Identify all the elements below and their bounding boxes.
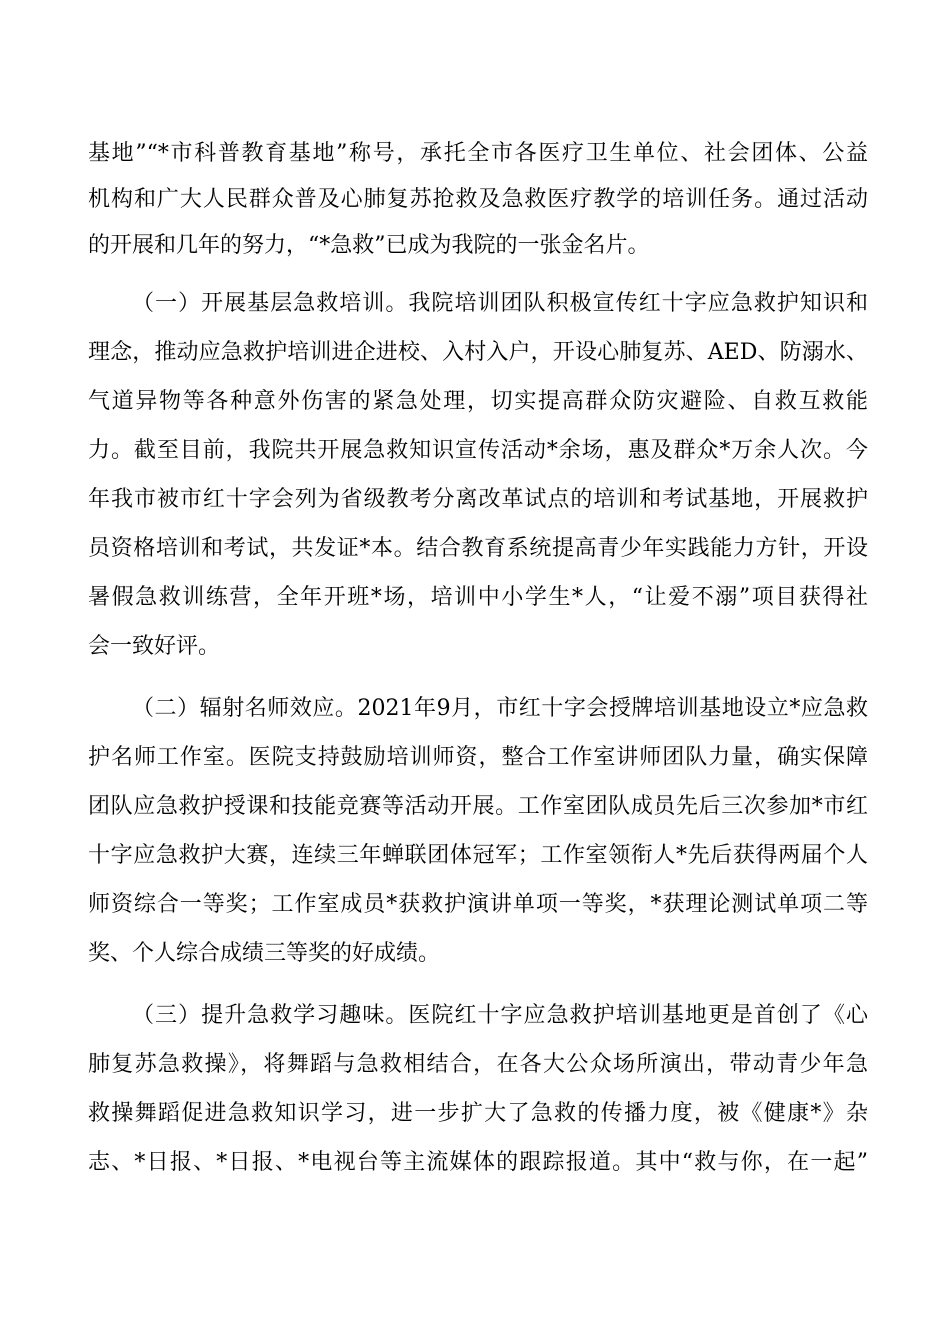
paragraph-line: （三）提升急救学习趣味。医院红十字应急救护培训基地更是首创了《心: [132, 1003, 868, 1028]
paragraph-line: 团队应急救护授课和技能竞赛等活动开展。工作室团队成员先后三次参加*市红: [88, 794, 868, 819]
paragraph-line: 暑假急救训练营，全年开班*场，培训中小学生*人，“让爱不溺”项目获得社: [88, 585, 868, 610]
paragraph-line: （一）开展基层急救培训。我院培训团队积极宣传红十字应急救护知识和: [132, 291, 868, 316]
paragraph-line: 理念，推动应急救护培训进企进校、入村入户，开设心肺复苏、AED、防溺水、: [88, 340, 868, 365]
paragraph-line: 年我市被市红十字会列为省级教考分离改革试点的培训和考试基地，开展救护: [88, 487, 868, 512]
paragraph-line: 护名师工作室。医院支持鼓励培训师资，整合工作室讲师团队力量，确实保障: [88, 745, 868, 770]
paragraph-line: 肺复苏急救操》，将舞蹈与急救相结合，在各大公众场所演出，带动青少年急: [88, 1052, 868, 1077]
paragraph-line: 奖、个人综合成绩三等奖的好成绩。: [88, 941, 441, 966]
paragraph-line: 会一致好评。: [88, 634, 221, 659]
paragraph-line: 机构和广大人民群众普及心肺复苏抢救及急救医疗教学的培训任务。通过活动: [88, 187, 868, 212]
paragraph-line: 志、*日报、*日报、*电视台等主流媒体的跟踪报道。其中“救与你，在一起”: [88, 1150, 868, 1175]
paragraph-line: （二）辐射名师效应。2021年9月，市红十字会授牌培训基地设立*应急救: [132, 696, 868, 721]
paragraph-line: 师资综合一等奖；工作室成员*获救护演讲单项一等奖，*获理论测试单项二等: [88, 892, 868, 917]
paragraph-line: 救操舞蹈促进急救知识学习，进一步扩大了急救的传播力度，被《健康*》杂: [88, 1101, 868, 1126]
paragraph-line: 力。截至目前，我院共开展急救知识宣传活动*余场，惠及群众*万余人次。今: [88, 438, 868, 463]
paragraph-line: 基地”“*市科普教育基地”称号，承托全市各医疗卫生单位、社会团体、公益: [88, 141, 868, 166]
paragraph-line: 十字应急救护大赛，连续三年蝉联团体冠军；工作室领衔人*先后获得两届个人: [88, 843, 868, 868]
paragraph-line: 员资格培训和考试，共发证*本。结合教育系统提高青少年实践能力方针，开设: [88, 536, 868, 561]
paragraph-line: 气道异物等各种意外伤害的紧急处理，切实提高群众防灾避险、自救互救能: [88, 389, 868, 414]
paragraph-line: 的开展和几年的努力，“*急救”已成为我院的一张金名片。: [88, 233, 650, 258]
